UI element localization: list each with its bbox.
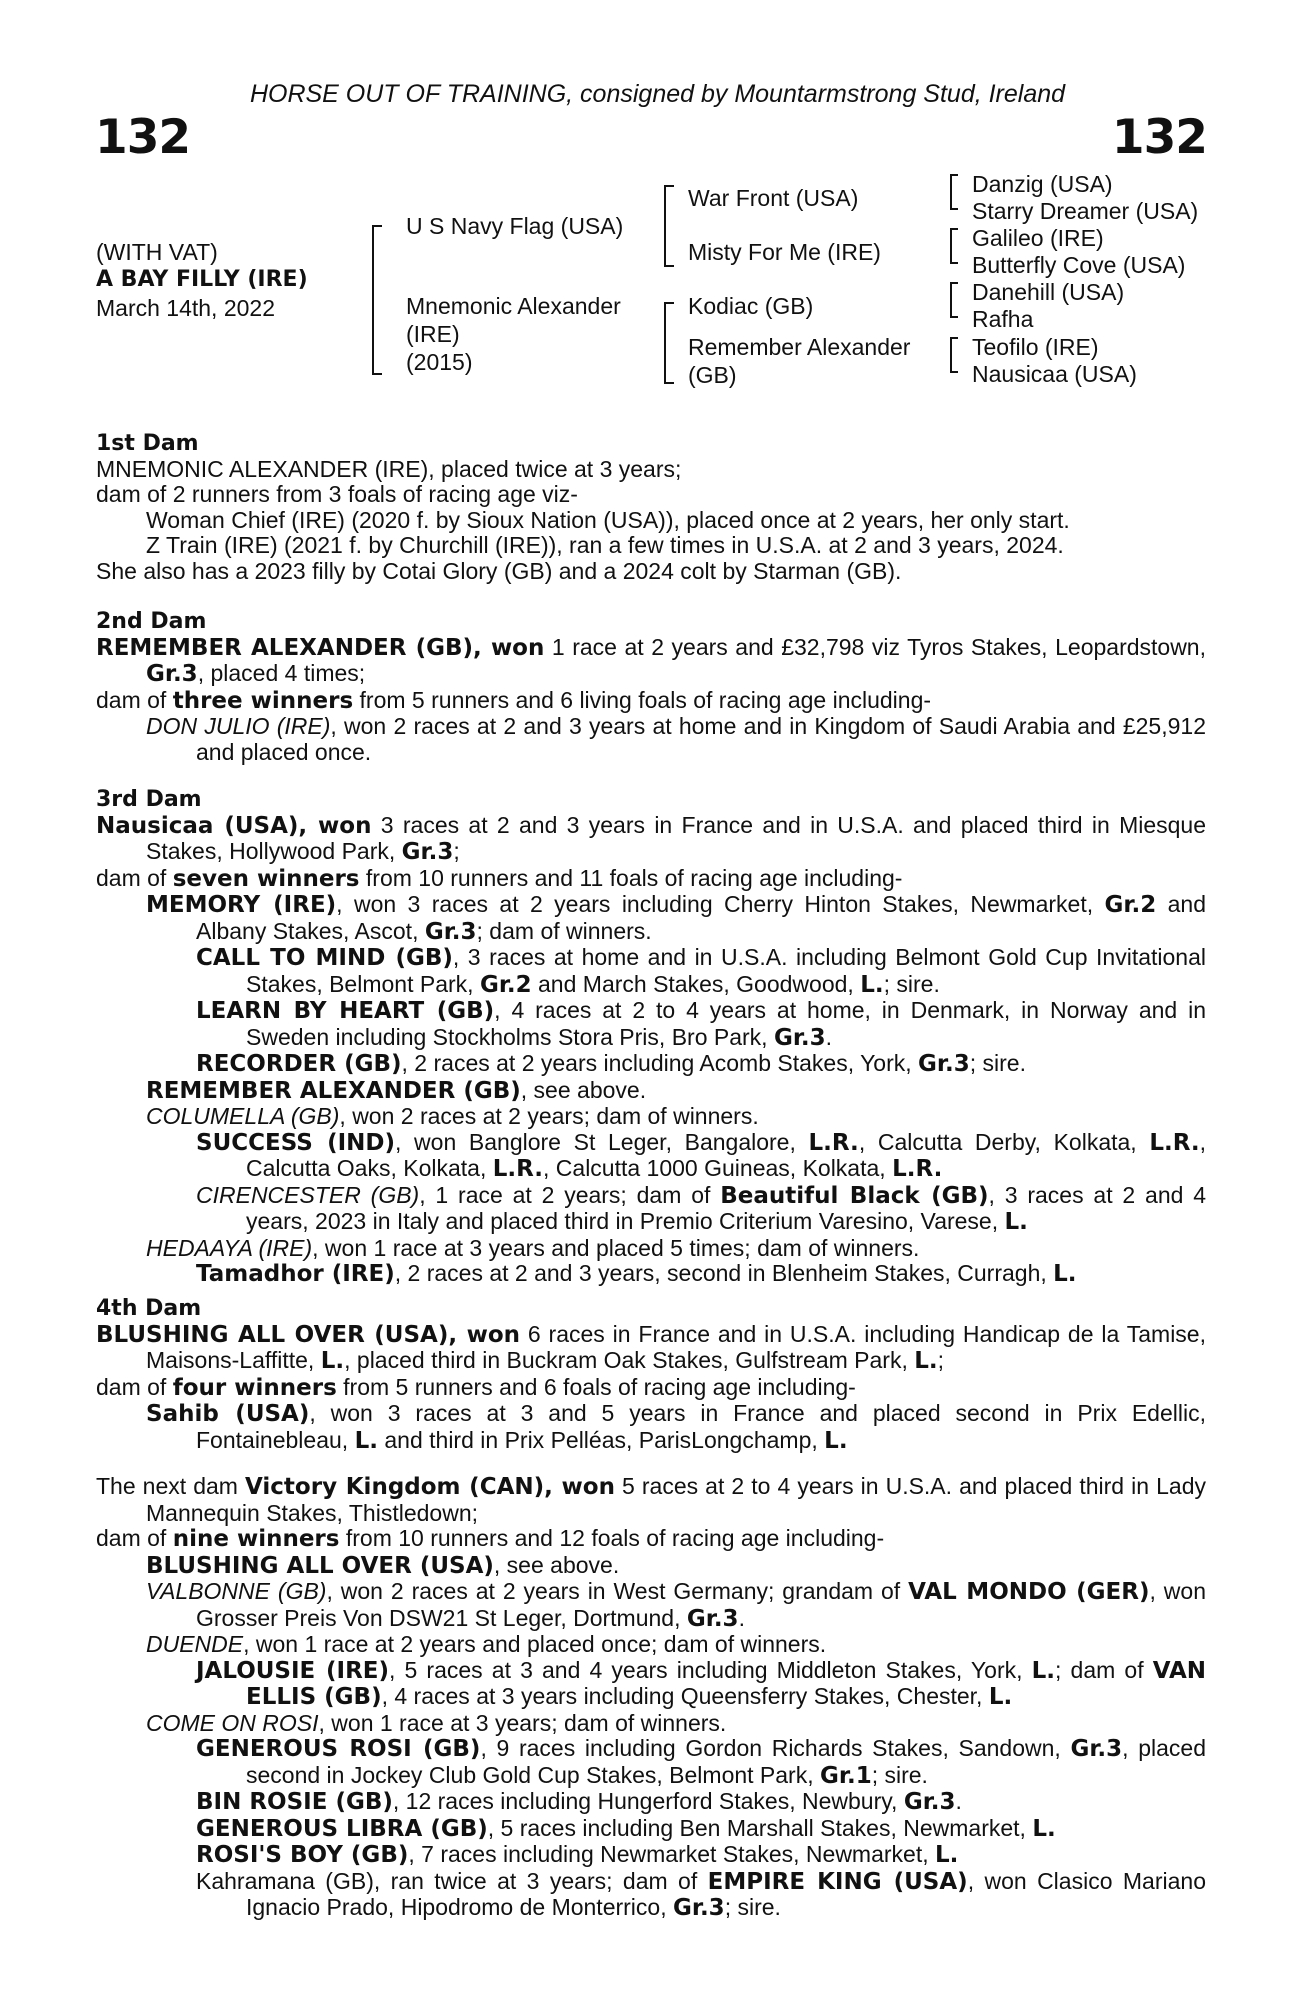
horse-name: A BAY FILLY (IRE): [96, 267, 308, 292]
section-heading: 4th Dam: [96, 1296, 202, 1321]
produce-entry: BLUSHING ALL OVER (USA), see above.: [146, 1551, 620, 1579]
section-heading: 3rd Dam: [96, 787, 202, 812]
third-dam-section: [96, 787, 1206, 1288]
pedigree-bracket: [372, 225, 382, 375]
pedigree-sire-sire: War Front (USA): [688, 185, 859, 211]
first-dam-section: [96, 431, 1206, 584]
pedigree-sire-dam: Misty For Me (IRE): [688, 239, 881, 265]
consignment-header: HORSE OUT OF TRAINING, consigned by Mountarmstrong Stud, Ireland: [249, 80, 1066, 108]
produce-entry: LEARN BY HEART (GB), 4 races at 2 to 4 years at home, in Denmark, in Norway and in Sweden including Stockholms Stora Pris, Bro Park, Gr.3.: [196, 997, 1206, 1051]
dam-record: Nausicaa (USA), won 3 races at 2 and 3 years in France and in U.S.A. and placed third in Miesque Stakes, Hollywood Park, Gr.3;: [96, 811, 1206, 865]
produce-summary: dam of seven winners from 10 runners and 11 foals of racing age including-: [96, 864, 903, 892]
produce-note: She also has a 2023 filly by Cotai Glory (GB) and a 2024 colt by Starman (GB).: [96, 557, 902, 584]
produce-entry: GENEROUS LIBRA (GB), 5 races including Ben Marshall Stakes, Newmarket, L.: [196, 1814, 1056, 1842]
produce-summary: dam of 2 runners from 3 foals of racing age viz-: [96, 481, 578, 507]
pedigree-sire: U S Navy Flag (USA): [406, 213, 624, 239]
vat-note: (WITH VAT): [96, 239, 218, 265]
section-heading: 1st Dam: [96, 431, 199, 456]
produce-entry: HEDAAYA (IRE), won 1 race at 3 years and placed 5 times; dam of winners.: [146, 1234, 920, 1261]
produce-entry: SUCCESS (IND), won Banglore St Leger, Bangalore, L.R., Calcutta Derby, Kolkata, L.R., Calcutta Oaks, Kolkata, L.R., Calcutta 1000 Guineas, Kolkata, L.R.: [196, 1128, 1207, 1182]
produce-entry: ROSI'S BOY (GB), 7 races including Newmarket Stakes, Newmarket, L.: [196, 1841, 959, 1868]
produce-entry: COME ON ROSI, won 1 race at 3 years; dam of winners.: [146, 1709, 727, 1736]
pedigree-bracket: [950, 174, 958, 210]
produce-summary: dam of nine winners from 10 runners and 12 foals of racing age including-: [96, 1525, 885, 1552]
lot-number-left: 132: [95, 110, 191, 165]
pedigree-dam-dam: Remember Alexander (GB): [688, 334, 911, 388]
pedigree-bracket: [950, 282, 958, 318]
pedigree-bracket: [664, 302, 674, 384]
pedigree-ddd: Nausicaa (USA): [972, 361, 1137, 387]
produce-entry: GENEROUS ROSI (GB), 9 races including Gordon Richards Stakes, Sandown, Gr.3, placed second in Jockey Club Gold Cup Stakes, Belmont Park, Gr.1; sire.: [196, 1735, 1207, 1789]
produce-entry: JALOUSIE (IRE), 5 races at 3 and 4 years including Middleton Stakes, York, L.; dam of VAN ELLIS (GB), 4 races at 3 years including Queensferry Stakes, Chester, L.: [196, 1656, 1207, 1710]
produce-entry: BIN ROSIE (GB), 12 races including Hungerford Stakes, Newbury, Gr.3.: [196, 1788, 962, 1815]
produce-entry: Kahramana (GB), ran twice at 3 years; dam of EMPIRE KING (USA), won Clasico Mariano Ignacio Prado, Hipodromo de Monterrico, Gr.3; sire.: [196, 1867, 1206, 1921]
pedigree-dam-sire: Kodiac (GB): [688, 293, 814, 319]
horse-info: [96, 238, 308, 322]
dam-record: MNEMONIC ALEXANDER (IRE), placed twice at 3 years;: [96, 455, 682, 482]
produce-entry: Z Train (IRE) (2021 f. by Churchill (IRE)), ran a few times in U.S.A. at 2 and 3 years, 2024.: [146, 532, 1064, 558]
pedigree-bracket: [950, 337, 958, 373]
produce-entry: DON JULIO (IRE), won 2 races at 2 and 3 years at home and in Kingdom of Saudi Arabia and £25,912 and placed once.: [146, 713, 1206, 765]
section-heading: 2nd Dam: [96, 609, 207, 634]
fourth-dam-section: [96, 1296, 1206, 1454]
pedigree-dam: Mnemonic Alexander (IRE) (2015): [406, 293, 621, 375]
produce-summary: dam of four winners from 5 runners and 6 foals of racing age including-: [96, 1373, 856, 1401]
dam-record: REMEMBER ALEXANDER (GB), won 1 race at 2 years and £32,798 viz Tyros Stakes, Leopardstown, Gr.3, placed 4 times;: [96, 633, 1206, 687]
pedigree-sss: Danzig (USA): [972, 171, 1113, 197]
produce-entry: Woman Chief (IRE) (2020 f. by Sioux Nation (USA)), placed once at 2 years, her only start.: [146, 506, 1070, 533]
pedigree-sdd: Butterfly Cove (USA): [972, 252, 1186, 278]
second-dam-section: [96, 609, 1206, 765]
produce-entry: RECORDER (GB), 2 races at 2 years including Acomb Stakes, York, Gr.3; sire.: [196, 1050, 1026, 1077]
produce-entry: COLUMELLA (GB), won 2 races at 2 years; dam of winners.: [146, 1103, 759, 1129]
produce-entry: Tamadhor (IRE), 2 races at 2 and 3 years, second in Blenheim Stakes, Curragh, L.: [196, 1260, 1077, 1287]
dam-record: BLUSHING ALL OVER (USA), won 6 races in France and in U.S.A. including Handicap de la Tamise, Maisons-Laffitte, L., placed third in Buckram Oak Stakes, Gulfstream Park, L.;: [96, 1320, 1206, 1374]
produce-entry: CIRENCESTER (GB), 1 race at 2 years; dam of Beautiful Black (GB), 3 races at 2 and 4 years, 2023 in Italy and placed third in Premio Criterium Varesino, Varese, L.: [196, 1181, 1207, 1235]
produce-entry: REMEMBER ALEXANDER (GB), see above.: [146, 1076, 647, 1104]
pedigree-ssd: Starry Dreamer (USA): [972, 198, 1199, 224]
pedigree-bracket: [664, 185, 674, 267]
lot-number-right: 132: [1111, 110, 1207, 165]
foaling-date: March 14th, 2022: [96, 295, 276, 321]
next-dam-section: [96, 1474, 1206, 1922]
produce-entry: DUENDE, won 1 race at 2 years and placed once; dam of winners.: [146, 1631, 827, 1657]
produce-entry: VALBONNE (GB), won 2 races at 2 years in West Germany; grandam of VAL MONDO (GER), won Grosser Preis Von DSW21 St Leger, Dortmund, Gr.3.: [146, 1578, 1206, 1632]
produce-entry: Sahib (USA), won 3 races at 3 and 5 years in France and placed second in Prix Edellic, Fontainebleau, L. and third in Prix Pelléas, ParisLongchamp, L.: [146, 1400, 1206, 1454]
produce-entry: CALL TO MIND (GB), 3 races at home and in U.S.A. including Belmont Gold Cup Invitational Stakes, Belmont Park, Gr.2 and March Stakes, Goodwood, L.; sire.: [196, 944, 1206, 998]
produce-entry: MEMORY (IRE), won 3 races at 2 years including Cherry Hinton Stakes, Newmarket, Gr.2 and Albany Stakes, Ascot, Gr.3; dam of winners.: [146, 891, 1206, 945]
pedigree-dss: Danehill (USA): [972, 279, 1125, 305]
dam-record: The next dam Victory Kingdom (CAN), won 5 races at 2 to 4 years in U.S.A. and placed third in Lady Mannequin Stakes, Thistledown;: [96, 1473, 1206, 1526]
pedigree-dds: Teofilo (IRE): [972, 334, 1099, 360]
pedigree-dsd: Rafha: [972, 306, 1034, 332]
produce-summary: dam of three winners from 5 runners and 6 living foals of racing age including-: [96, 686, 932, 714]
pedigree-sds: Galileo (IRE): [972, 225, 1104, 251]
pedigree-bracket: [950, 228, 958, 264]
